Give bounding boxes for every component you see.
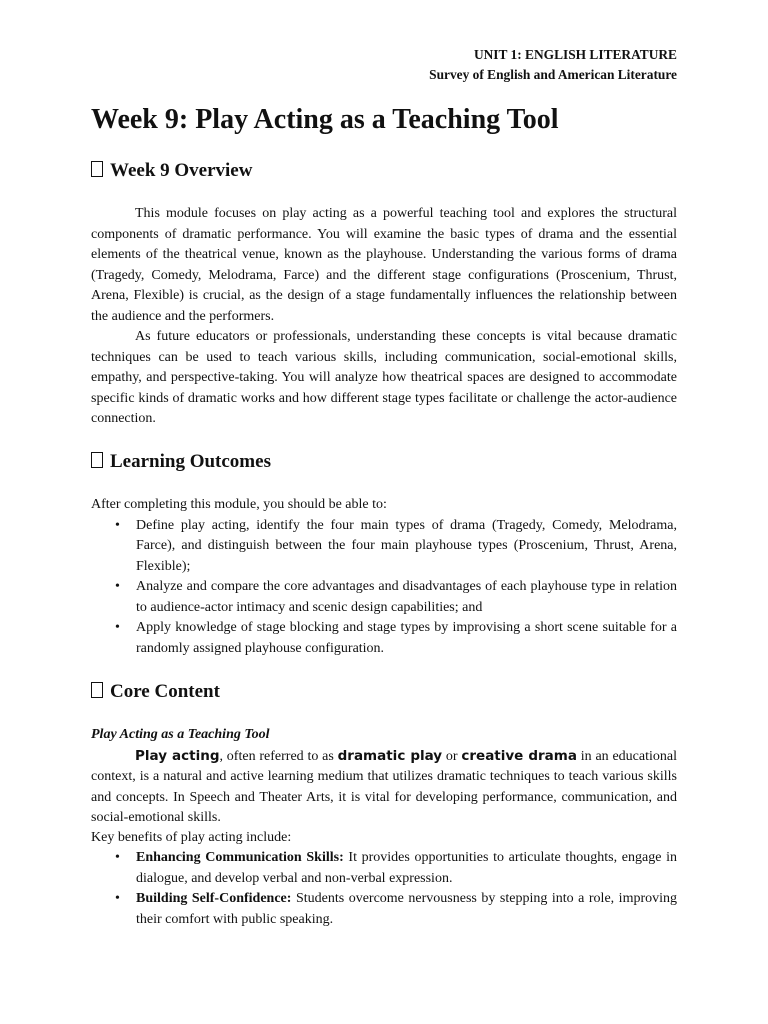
outcomes-heading — [91, 450, 271, 474]
missing-glyph-icon — [91, 682, 103, 698]
outcome-text-3: Apply knowledge of stage blocking and stage types by improvising a short scene suitable for a randomly assigned playhouse configuration. — [136, 620, 677, 656]
term-play-acting: Play acting — [135, 747, 220, 764]
overview-paragraph-2: As future educators or professionals, understanding these concepts is vital because dramatic techniques can be used to teach various skills, including communication, social-emotional skills, empathy, and perspective-taking. You will analyze how theatrical spaces are designed to accommodate specific kinds of dramatic works and how different stage types facilitate or challenge the actor-audience connection. — [91, 329, 677, 426]
list-item — [91, 516, 677, 578]
outcomes-intro: After completing this module, you should be able to: — [91, 497, 387, 512]
list-item — [91, 848, 677, 889]
bullet-icon: • — [115, 891, 120, 906]
list-item — [91, 577, 677, 618]
benefit-label-1: Enhancing Communication Skills: — [136, 850, 344, 865]
benefit-text-1: It provides opportunities to articulate thoughts, engage in dialogue, and develop verbal and non-verbal expression. — [136, 850, 677, 886]
overview-heading-text: Week 9 Overview — [110, 160, 253, 181]
term-creative-drama: creative drama — [461, 747, 577, 764]
header-course: Survey of English and American Literature — [429, 67, 677, 82]
benefits-list — [91, 848, 677, 930]
page-title: Week 9: Play Acting as a Teaching Tool — [91, 104, 559, 135]
benefit-label-2: Building Self-Confidence: — [136, 891, 292, 906]
core-paragraph: Play acting, often referred to as dramatic play or creative drama in an educational context, is a natural and active learning medium that utilizes dramatic techniques to teach various skills and concepts. In Speech and Theater Arts, it is vital for developing performance, communication, and social-emotional skills. — [91, 747, 677, 825]
overview-heading — [91, 159, 252, 183]
core-subheading: Play Acting as a Teaching Tool — [91, 727, 270, 742]
overview-paragraph-1: This module focuses on play acting as a powerful teaching tool and explores the structural components of dramatic performance. You will examine the basic types of drama and the essential elements of the theatrical venue, known as the playhouse. Understanding the various forms of drama (Tragedy, Comedy, Melodrama, Farce) and the different stage configurations (Proscenium, Thrust, Arena, Flexible) is crucial, as the design of a stage fundamentally influences the relationship between the audience and the performers. — [91, 206, 677, 324]
bullet-icon: • — [115, 620, 120, 635]
term-dramatic-play: dramatic play — [337, 747, 443, 764]
core-heading — [91, 680, 220, 704]
outcomes-list — [91, 516, 677, 660]
outcome-text-1: Define play acting, identify the four main types of drama (Tragedy, Comedy, Melodrama, Farce), and distinguish between the four main playhouse types (Proscenium, Thrust, Arena, Flexible); — [136, 517, 677, 574]
list-item — [91, 889, 677, 930]
page-header — [429, 45, 677, 85]
bullet-icon: • — [115, 850, 120, 865]
outcome-text-2: Analyze and compare the core advantages and disadvantages of each playhouse type in relation to audience-actor intimacy and scenic design capabilities; and — [136, 579, 677, 615]
bullet-icon: • — [115, 579, 120, 594]
benefits-intro: Key benefits of play acting include: — [91, 829, 292, 845]
missing-glyph-icon — [91, 452, 103, 468]
missing-glyph-icon — [91, 161, 103, 177]
list-item — [91, 618, 677, 659]
benefit-text-2: Students overcome nervousness by stepping into a role, improving their comfort with public speaking. — [136, 891, 678, 927]
header-unit: UNIT 1: ENGLISH LITERATURE — [473, 47, 677, 62]
core-heading-text: Core Content — [110, 681, 220, 702]
bullet-icon: • — [115, 517, 120, 533]
outcomes-heading-text: Learning Outcomes — [110, 451, 271, 472]
